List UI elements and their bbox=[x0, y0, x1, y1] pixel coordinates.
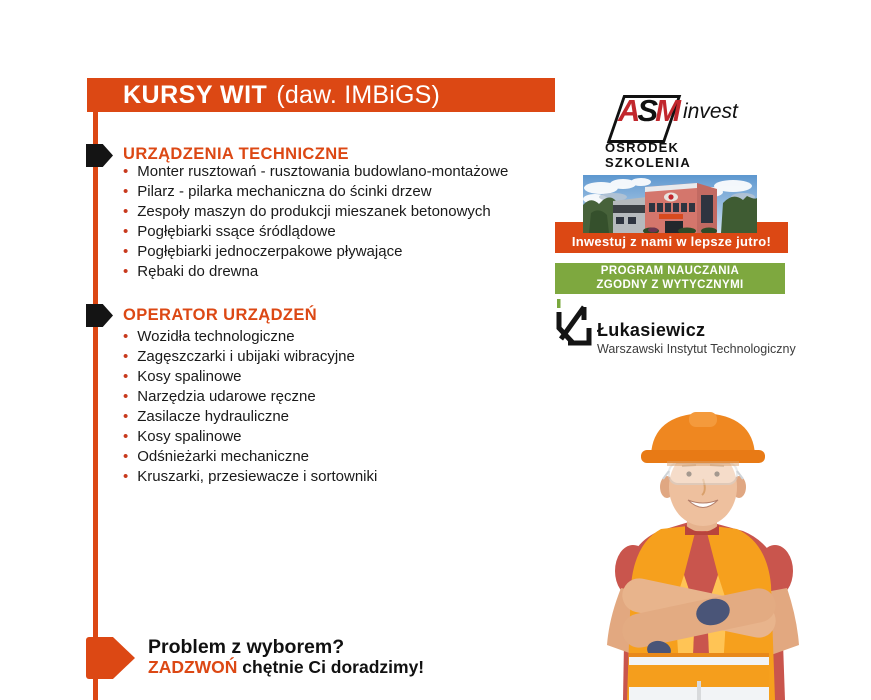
asm-invest-logo bbox=[605, 92, 775, 170]
list-item: • Monter rusztowań - rusztowania budowlano-montażowe bbox=[123, 163, 509, 180]
list-item: • Kosy spalinowe bbox=[123, 428, 242, 445]
building-photo bbox=[583, 175, 757, 233]
page-title-band bbox=[87, 78, 555, 112]
bullet-icon: • bbox=[123, 368, 129, 385]
bullet-icon: • bbox=[123, 428, 129, 445]
program-banner-line1: PROGRAM NAUCZANIA bbox=[600, 265, 740, 277]
list-item: • Zagęszczarki i ubijaki wibracyjne bbox=[123, 348, 355, 365]
footer-cta-highlight: ZADZWOŃ bbox=[148, 657, 238, 677]
footer-cta bbox=[148, 657, 424, 678]
list-item: • Kruszarki, przesiewacze i sortowniki bbox=[123, 468, 378, 485]
section-arrow-icon bbox=[86, 304, 113, 327]
bullet-icon: • bbox=[123, 408, 129, 425]
section-heading-urzadzenia: URZĄDZENIA TECHNICZNE bbox=[123, 145, 349, 163]
bullet-icon: • bbox=[123, 203, 129, 220]
list-item: • Pogłębiarki jednoczerpakowe pływające bbox=[123, 243, 403, 260]
page-title: KURSY WIT bbox=[123, 80, 268, 109]
lukasiewicz-name: Łukasiewicz bbox=[597, 320, 706, 340]
photo-caption-text: Inwestuj z nami w lepsze jutro! bbox=[571, 234, 772, 249]
page-subtitle: (daw. IMBiGS) bbox=[276, 80, 441, 109]
footer-arrow-icon bbox=[86, 637, 135, 679]
list-item: • Rębaki do drewna bbox=[123, 263, 259, 280]
bullet-icon: • bbox=[123, 448, 129, 465]
bullet-icon: • bbox=[123, 263, 129, 280]
section-heading-operator: OPERATOR URZĄDZEŃ bbox=[123, 306, 318, 324]
list-item: • Kosy spalinowe bbox=[123, 368, 242, 385]
footer-cta-rest: chętnie Ci doradzimy! bbox=[237, 657, 425, 677]
section-arrow-icon bbox=[86, 144, 113, 167]
footer-question: Problem z wyborem? bbox=[148, 636, 345, 658]
bullet-icon: • bbox=[123, 163, 129, 180]
course-list-urzadzenia bbox=[123, 162, 508, 282]
bullet-icon: • bbox=[123, 348, 129, 365]
list-item: • Wozidła technologiczne bbox=[123, 328, 295, 345]
bullet-icon: • bbox=[123, 223, 129, 240]
list-item: • Zespoły maszyn do produkcji mieszanek betonowych bbox=[123, 203, 491, 220]
bullet-icon: • bbox=[123, 468, 129, 485]
list-item: • Zasilacze hydrauliczne bbox=[123, 408, 290, 425]
lukasiewicz-logo bbox=[553, 299, 803, 361]
asm-logo-suffix: invest bbox=[683, 100, 738, 123]
bullet-icon: • bbox=[123, 243, 129, 260]
asm-logo-subtitle: OŚRODEK SZKOLENIA bbox=[605, 140, 691, 170]
list-item: • Odśnieżarki mechaniczne bbox=[123, 448, 310, 465]
left-accent-rule bbox=[93, 112, 98, 700]
worker-photo bbox=[563, 403, 835, 700]
asm-logo-letters: ASM bbox=[618, 93, 678, 128]
lukasiewicz-logo-mark bbox=[553, 299, 593, 347]
lukasiewicz-subtitle: Warszawski Instytut Technologiczny bbox=[597, 342, 796, 356]
list-item: • Narzędzia udarowe ręczne bbox=[123, 388, 316, 405]
bullet-icon: • bbox=[123, 328, 129, 345]
bullet-icon: • bbox=[123, 388, 129, 405]
list-item: • Pogłębiarki ssące śródlądowe bbox=[123, 223, 336, 240]
bullet-icon: • bbox=[123, 183, 129, 200]
list-item: • Pilarz - pilarka mechaniczna do ścinki drzew bbox=[123, 183, 432, 200]
program-banner bbox=[555, 263, 785, 294]
program-banner-line2: ZGODNY Z WYTYCZNYMI bbox=[596, 278, 744, 291]
course-list-operator bbox=[123, 327, 377, 487]
